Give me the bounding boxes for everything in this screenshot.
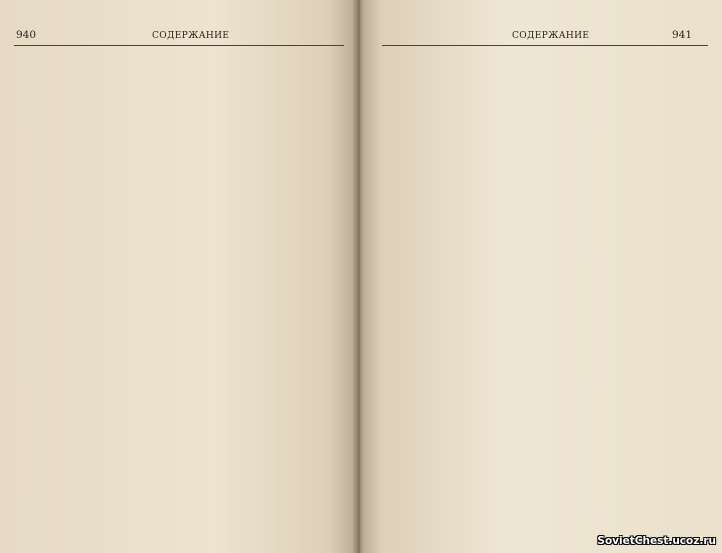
right-page [360, 0, 722, 553]
page-header: СОДЕРЖАНИЕ [512, 31, 590, 41]
header-rule [14, 45, 344, 46]
left-page [0, 0, 358, 553]
page-number: 941 [672, 29, 693, 41]
watermark-text: SovietChest.ucoz.ru [597, 535, 716, 547]
page-number: 940 [16, 29, 37, 41]
page-header: СОДЕРЖАНИЕ [152, 31, 230, 41]
book-gutter [352, 0, 364, 553]
header-rule [382, 45, 708, 46]
